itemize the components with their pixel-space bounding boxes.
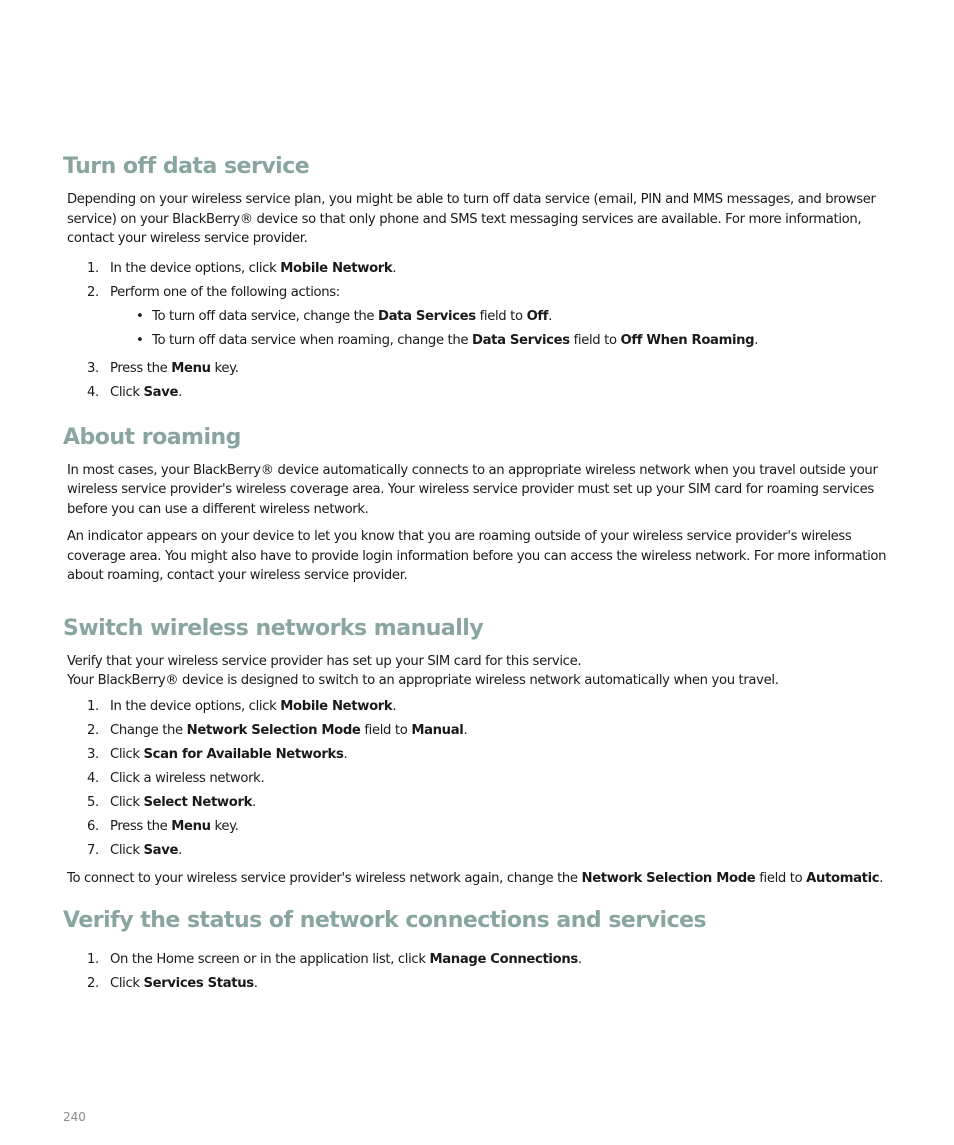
list-item: 4. Click a wireless network.	[87, 770, 265, 786]
ui-term: Menu	[171, 818, 211, 834]
section-heading: Verify the status of network connections and services	[63, 908, 707, 933]
ui-term: Select Network	[143, 794, 253, 810]
ui-term: Network Selection Mode	[186, 722, 361, 738]
section-switch-wireless-networks	[63, 614, 895, 889]
bullet-item: • To turn off data service when roaming, change the Data Services field to Off When Roaming.	[110, 329, 895, 353]
steps-list	[63, 948, 895, 996]
list-item: 2. Perform one of the following actions: • To turn off data service, change the Data Services field to Off. • To turn off data service when roaming, change the Data Services field to Off When Roaming.	[63, 281, 895, 353]
outro-paragraph: To connect to your wireless service provider's wireless network again, change the Network Selection Mode field to Automatic.	[67, 870, 884, 886]
bullet-item: • To turn off data service, change the Data Services field to Off.	[110, 305, 895, 329]
section-heading: Switch wireless networks manually	[63, 615, 484, 641]
ui-term: Off When Roaming	[620, 332, 755, 348]
ui-term: Scan for Available Networks	[143, 746, 344, 762]
ui-term: Automatic	[806, 870, 880, 886]
list-item: 6. Press the Menu key.	[87, 818, 239, 834]
ui-term: Menu	[171, 360, 211, 376]
ui-term: Save	[143, 842, 179, 858]
bullet-list	[110, 305, 895, 353]
intro-paragraph: Depending on your wireless service plan, you might be able to turn off data service (email, PIN and MMS messages, and browser service) on your BlackBerry® device so that only phone and SMS text messaging services are available. For more information, contact your wireless service provider.	[67, 192, 876, 246]
ui-term: Data Services	[471, 332, 570, 348]
steps-list	[63, 695, 895, 863]
ui-term: Manual	[411, 722, 464, 738]
list-item: 3. Click Scan for Available Networks.	[87, 746, 348, 762]
ui-term: Off	[526, 308, 549, 324]
ui-term: Services Status	[143, 976, 254, 991]
intro-paragraph: Your BlackBerry® device is designed to switch to an appropriate wireless network automatically when you travel.	[67, 673, 779, 688]
section-heading: Turn off data service	[63, 154, 310, 179]
ui-term: Data Services	[378, 308, 476, 324]
list-item: 7. Click Save.	[87, 842, 182, 858]
list-item: 1. In the device options, click Mobile Network.	[87, 698, 397, 714]
list-item: 1. In the device options, click Mobile Network.	[87, 260, 397, 276]
bullet-icon: •	[136, 308, 144, 324]
bullet-icon: •	[136, 332, 144, 348]
section-heading: About roaming	[63, 424, 241, 450]
ui-term: Mobile Network	[280, 698, 393, 714]
page-number: 240	[63, 1110, 86, 1124]
paragraph: In most cases, your BlackBerry® device automatically connects to an appropriate wireless network when you travel outside your wireless service provider's wireless coverage area. Your wireless service provider must set up your SIM card for roaming services before you can use a different wireless network.	[67, 462, 878, 517]
ui-term: Network Selection Mode	[581, 870, 756, 886]
intro-paragraph: Verify that your wireless service provider has set up your SIM card for this service.	[67, 653, 582, 669]
list-item: 2. Change the Network Selection Mode field to Manual.	[87, 722, 468, 738]
steps-list	[63, 257, 895, 405]
section-about-roaming	[63, 423, 895, 586]
list-item: 1. On the Home screen or in the application list, click Manage Connections.	[87, 952, 582, 967]
ui-term: Manage Connections	[429, 952, 578, 967]
paragraph: An indicator appears on your device to let you know that you are roaming outside of your wireless service provider's wireless coverage area. You might also have to provide login information before you can access the wireless network. For more information about roaming, contact your wireless service provider.	[67, 529, 887, 583]
ui-term: Mobile Network	[280, 260, 393, 276]
list-item: 4. Click Save.	[87, 384, 182, 400]
section-verify-network-status	[63, 906, 895, 996]
document-body	[63, 152, 895, 1014]
list-item: 5. Click Select Network.	[87, 794, 256, 810]
list-item: 2. Click Services Status.	[87, 976, 258, 991]
list-item: 3. Press the Menu key.	[87, 360, 239, 376]
ui-term: Save	[143, 384, 179, 400]
section-turn-off-data-service	[63, 152, 895, 405]
